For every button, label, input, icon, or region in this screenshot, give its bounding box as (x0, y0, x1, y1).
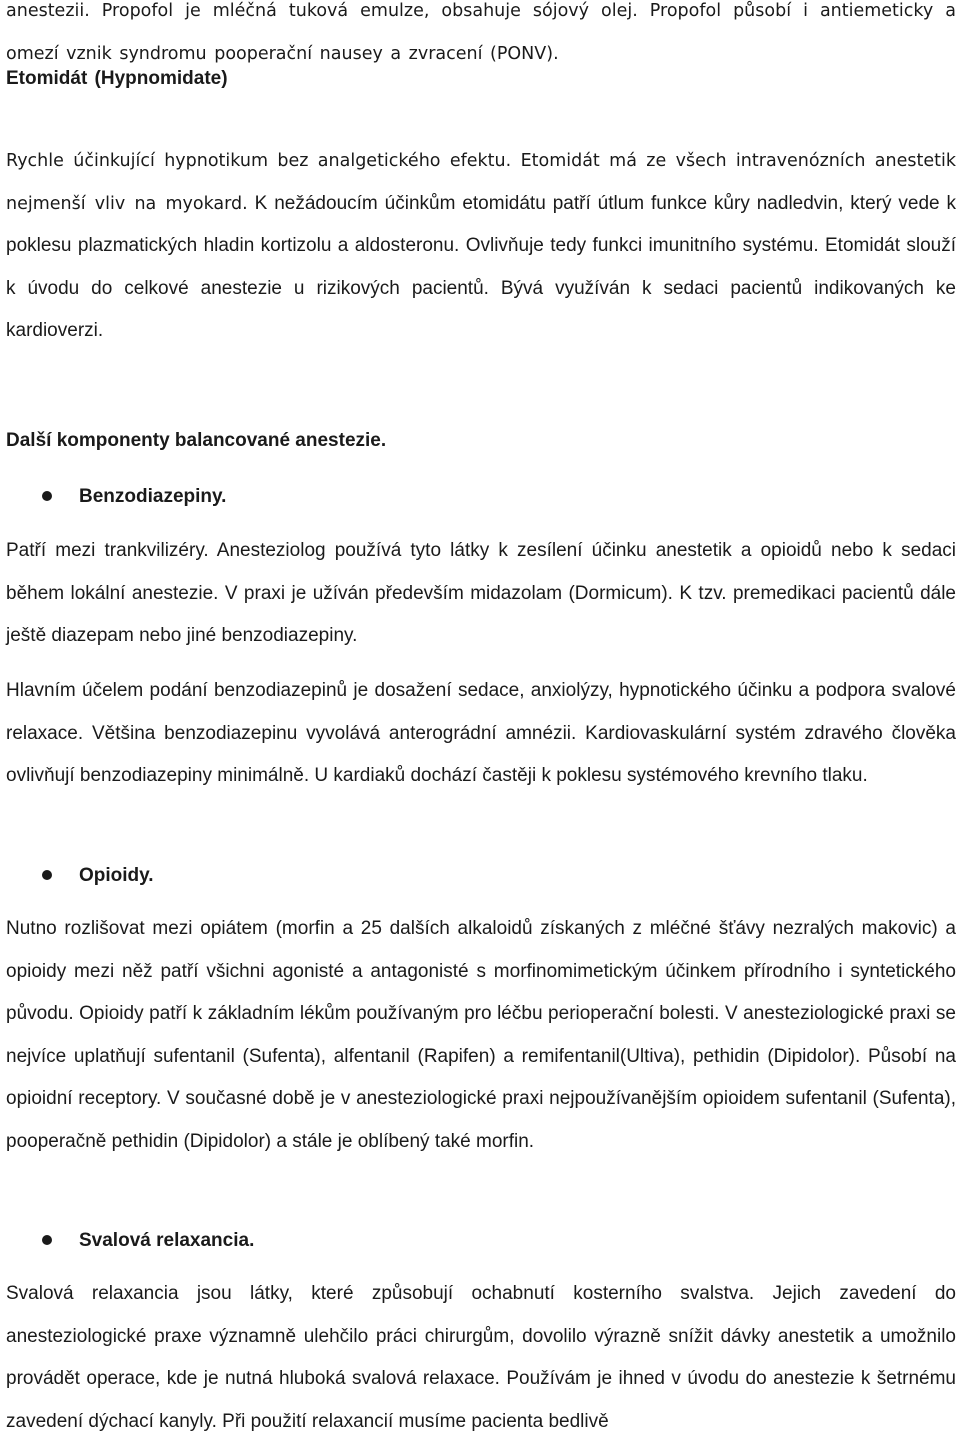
etomidat-text-part1: Rychle účinkující hypnotikum bez analgetického efektu. Etomidát má ze všech intravenózních anestetik nejmenší vliv na myokard. (6, 151, 956, 214)
etomidat-heading: Etomidát (Hypnomidate) (6, 68, 228, 89)
benzodiazepiny-paragraph-1: Patří mezi trankvilizéry. Anesteziolog používá tyto látky k zesílení účinku anestetik a opioidů nebo k sedaci během lokální anestezie. V praxi je užíván především midazolam (Dormicum). K tzv. premedikaci pacientů dále ještě diazepam nebo jiné benzodiazepiny. (6, 540, 956, 646)
opioidy-paragraph: Nutno rozlišovat mezi opiátem (morfin a 25 dalších alkaloidů získaných z mléčné šťávy nezralých makovic) a opioidy mezi něž patří všichni agonisté a antagonisté s morfinomimetickým účinkem přírodního i syntetického původu. Opioidy patří k základním lékům používaným pro léčbu perioperační bolesti. V anesteziologické praxi se nejvíce uplatňují sufentanil (Sufenta), alfentanil (Rapifen) a remifentanil(Ultiva), pethidin (Dipidolor). Působí na opioidní receptory. V současné době je v anesteziologické praxi nejpoužívanějším opioidem sufentanil (Sufenta), pooperačně pethidin (Dipidolor) a stále je oblíbený také morfin. (6, 918, 956, 1152)
bullet-benzodiazepiny: Benzodiazepiny. (79, 486, 227, 507)
bullet-dot-icon (42, 491, 52, 501)
section-heading-dalsi-komponenty: Další komponenty balancované anestezie. (6, 430, 387, 451)
benzodiazepiny-paragraph-2: Hlavním účelem podání benzodiazepinů je dosažení sedace, anxiolýzy, hypnotického účinku a podpora svalové relaxace. Většina benzodiazepinu vyvolává anterográdní amnézii. Kardiovaskulární systém zdravého člověka ovlivňují benzodiazepiny minimálně. U kardiaků dochází častěji k poklesu systémového krevního tlaku. (6, 680, 956, 786)
etomidat-paragraph (6, 140, 956, 353)
propofol-paragraph: anestezii. Propofol je mléčná tuková emulze, obsahuje sójový olej. Propofol působí i antiemeticky a omezí vznik syndromu pooperační nausey a zvracení (PONV). (6, 1, 956, 64)
bullet-dot-icon (42, 1235, 52, 1245)
bullet-dot-icon (42, 870, 52, 880)
bullet-opioidy: Opioidy. (79, 865, 154, 886)
bullet-svalova-relaxancia: Svalová relaxancia. (79, 1230, 255, 1251)
relaxancia-paragraph: Svalová relaxancia jsou látky, které způsobují ochabnutí kosterního svalstva. Jejich zavedení do anesteziologické praxe významně ulehčilo práci chirurgům, dovolilo výrazně snížit dávky anestetik a umožnilo provádět operace, kde je nutná hluboká svalová relaxace. Používám je ihned v úvodu do anestezie k šetrnému zavedení dýchací kanyly. Při použití relaxancií musíme pacienta bedlivě (6, 1283, 956, 1432)
etomidat-text-part2: K nežádoucím účinkům etomidátu patří útlum funkce kůry nadledvin, který vede k poklesu plazmatických hladin kortizolu a aldosteronu. Ovlivňuje tedy funkci imunitního systému. Etomidát slouží k úvodu do celkové anestezie u rizikových pacientů. Bývá využíván k sedaci pacientů indikovaných ke kardioverzi. (6, 192, 957, 341)
